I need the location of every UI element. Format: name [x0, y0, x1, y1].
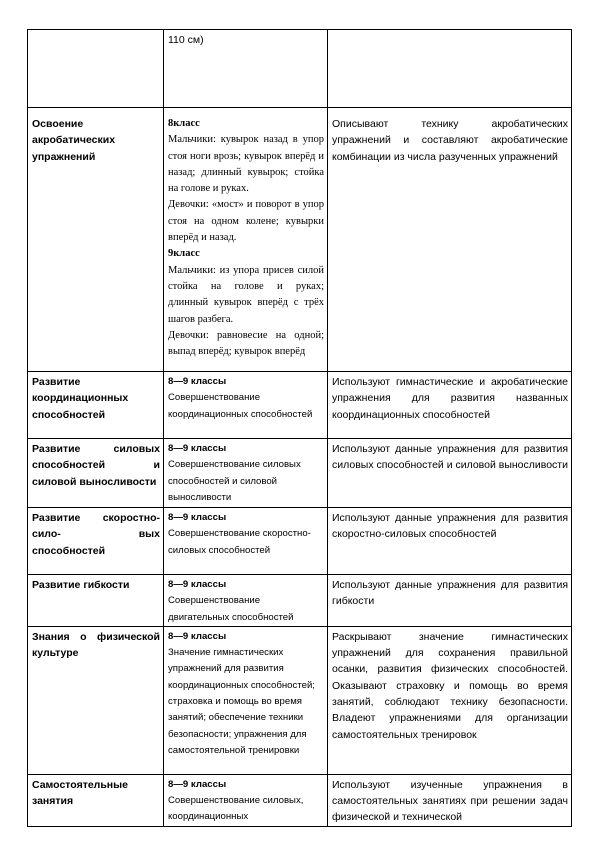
grade-heading: 8класс — [168, 118, 200, 129]
description-cell — [328, 626, 572, 774]
table-row — [28, 575, 572, 627]
topic-cell — [28, 108, 164, 372]
content-cell — [164, 508, 328, 575]
description-cell — [328, 372, 572, 439]
topic-text: Развитие силовых способностей и силовой выносливости — [32, 443, 160, 488]
grade-heading: 8—9 классы — [168, 778, 227, 790]
table-row — [28, 439, 572, 508]
grade-heading: 8—9 классы — [168, 443, 227, 454]
topic-cell — [28, 372, 164, 439]
topic-cell — [28, 30, 164, 108]
topic-text: Самостоятельные занятия — [32, 778, 128, 808]
grade-heading: 9класс — [168, 248, 200, 260]
curriculum-table — [27, 29, 572, 827]
table-row — [28, 108, 572, 372]
table-row — [28, 30, 572, 108]
content-cell — [164, 575, 328, 627]
topic-cell — [28, 626, 164, 774]
topic-text: Развитие скоростно-сило- вых способностей — [32, 512, 160, 557]
topic-cell — [28, 508, 164, 575]
table-row — [28, 372, 572, 439]
grade-heading: 8—9 классы — [168, 630, 227, 642]
table-row — [28, 508, 572, 575]
topic-text: Знания о физической культуре — [32, 630, 160, 660]
content-cell — [164, 30, 328, 108]
content-text: Совершенствование координационных способностей — [168, 392, 313, 420]
content-text: Совершенствование скоростно-силовых способностей — [168, 528, 311, 556]
description-cell — [328, 575, 572, 627]
topic-text: Освоение акробатических упражнений — [32, 118, 116, 163]
description-cell — [328, 774, 572, 826]
description-text: Описывают технику акробатических упражнений и составляют акробатические комбинации из числа разученных упражнений — [332, 118, 568, 163]
content-text: Совершенствование силовых, координационных — [168, 795, 304, 823]
grade-heading: 8—9 классы — [168, 579, 227, 590]
description-cell — [328, 439, 572, 508]
content-text: Совершенствование двигательных способностей — [168, 595, 294, 623]
topic-cell — [28, 439, 164, 508]
content-text: Мальчики: кувырок назад в упор стоя ноги врозь; кувырок вперёд и назад; длинный кувырок; стойка на голове и руках. — [168, 134, 324, 195]
table-row — [28, 626, 572, 774]
description-cell — [328, 108, 572, 372]
table-row — [28, 774, 572, 826]
content-cell — [164, 439, 328, 508]
content-cell — [164, 774, 328, 826]
grade-heading: 8—9 классы — [168, 512, 227, 523]
description-text: Используют гимнастические и акробатические упражнения для развития названных координационных способностей — [332, 376, 568, 421]
content-text: Девочки: «мост» и поворот в упор стоя на одном колене; кувырки вперёд и назад. — [168, 199, 324, 244]
topic-text: Развитие координационных способностей — [32, 376, 129, 421]
content-text: Мальчики: из упора присев силой стойка на голове и руках; длинный кувырок вперёд с трёх шагов разбега. — [168, 264, 324, 325]
content-text: 110 см) — [168, 34, 204, 46]
content-text: Значение гимнастических упражнений для развития координационных способностей; страховка и помощь во время занятий; обеспечение техники безопасности; упражнения для самостоятельной тренировки — [168, 647, 315, 756]
topic-text: Развитие гибкости — [32, 579, 130, 591]
content-cell — [164, 108, 328, 372]
description-cell — [328, 508, 572, 575]
description-text: Раскрывают значение гимнастических упражнений для сохранения правильной осанки, развития физических способностей. Оказывают страховку и помощь во время занятий, соблюдают технику безопасности. Владеют упражнениями для организации самостоятельных тренировок — [332, 630, 568, 741]
content-text: Совершенствование силовых способностей и силовой выносливости — [168, 459, 301, 503]
topic-cell — [28, 774, 164, 826]
description-cell — [328, 30, 572, 108]
grade-heading: 8—9 классы — [168, 376, 227, 387]
description-text: Используют данные упражнения для развития гибкости — [332, 579, 568, 608]
content-text: Девочки: равновесие на одной; выпад вперёд; кувырок вперёд — [168, 329, 324, 358]
topic-cell — [28, 575, 164, 627]
description-text: Используют изученные упражнения в самостоятельных занятиях при решении задач физической и технической — [332, 778, 568, 824]
content-cell — [164, 626, 328, 774]
description-text: Используют данные упражнения для развития силовых способностей и силовой выносливости — [332, 443, 568, 472]
description-text: Используют данные упражнения для развития скоростно-силовых способностей — [332, 512, 568, 541]
content-cell — [164, 372, 328, 439]
